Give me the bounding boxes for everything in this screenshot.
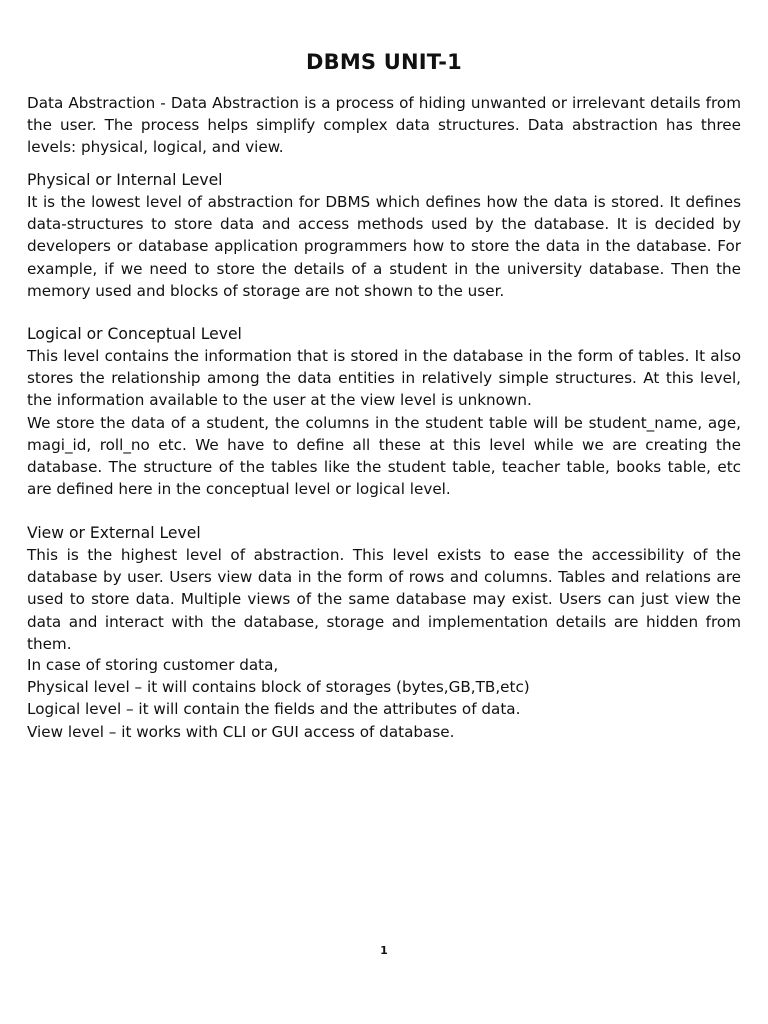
- physical-level-paragraph: It is the lowest level of abstraction for DBMS which defines how the data is stored. It defines data-structures to store data and access methods used by the database. It is decided by developers or database application programmers how to store the data in the database. For example, if we need to store the details of a student in the university database. Then the memory used and blocks of storage are not shown to the user.: [27, 193, 741, 300]
- example-line-logical: Logical level – it will contain the fields and the attributes of data.: [27, 700, 521, 719]
- intro-paragraph: [27, 92, 741, 159]
- heading-logical-level: Logical or Conceptual Level: [27, 325, 242, 343]
- customer-data-example: [27, 654, 741, 743]
- intro-text: - Data Abstraction is a process of hiding unwanted or irrelevant details from the user. The process helps simplify complex data structures. Data abstraction has three levels: physical, logical, and view.: [27, 94, 741, 157]
- example-line-physical: Physical level – it will contains block of storages (bytes,GB,TB,etc): [27, 678, 530, 697]
- intro-term: Data Abstraction: [27, 94, 156, 112]
- page-title: DBMS UNIT-1: [306, 50, 462, 74]
- view-level-paragraph: This is the highest level of abstraction. This level exists to ease the accessibility of the database by user. Users view data in the form of rows and columns. Tables and relations are used to store data. Multiple views of the same database may exist. Users can just view the data and interact with the database, storage and implementation details are hidden from them.: [27, 546, 741, 653]
- heading-view-level: View or External Level: [27, 524, 201, 542]
- logical-level-paragraph-2: We store the data of a student, the columns in the student table will be student_name, age, magi_id, roll_no etc. We have to define all these at this level while we are creating the database. The structure of the tables like the student table, teacher table, books table, etc are defined here in the conceptual level or logical level.: [27, 413, 741, 499]
- example-line-view: View level – it works with CLI or GUI access of database.: [27, 722, 455, 741]
- example-line-intro: In case of storing customer data,: [27, 656, 279, 674]
- logical-level-paragraph-1: This level contains the information that is stored in the database in the form of tables. It also stores the relationship among the data entities in relatively simple structures. At this level, the information available to the user at the view level is unknown.: [27, 347, 741, 410]
- heading-physical-level: Physical or Internal Level: [27, 171, 223, 189]
- page-number: 1: [380, 944, 388, 957]
- logical-level-body: [27, 345, 741, 500]
- document-page: [27, 0, 741, 1024]
